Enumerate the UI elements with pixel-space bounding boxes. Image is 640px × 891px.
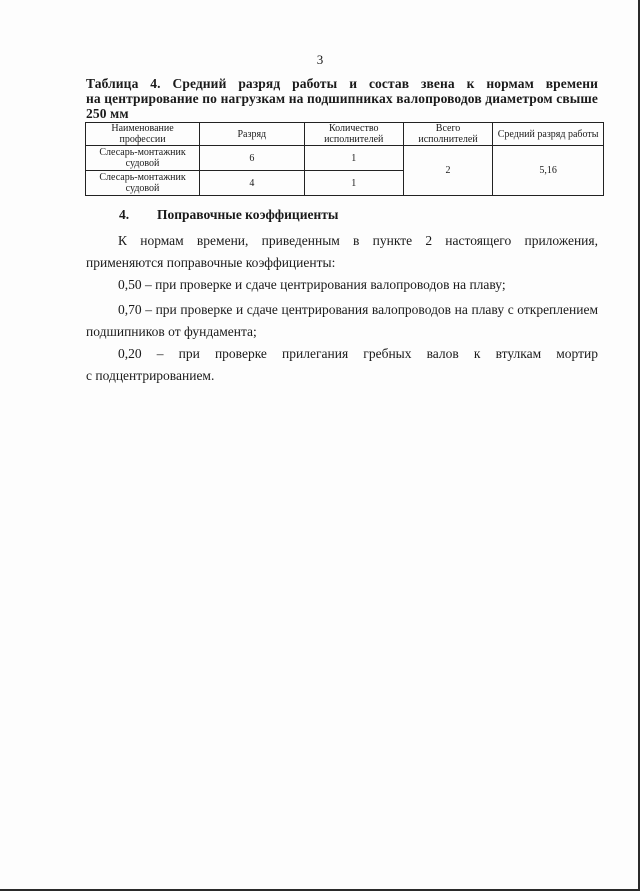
header-rank: Разряд [200, 123, 305, 146]
cell-rank: 6 [200, 146, 305, 171]
section-number: 4. [119, 207, 130, 222]
table-title-line-3: 250 мм [86, 106, 129, 121]
header-profession: Наименование профессии [86, 123, 200, 146]
paragraph-coefficient-3-line-1: 0,20 – при проверке прилегания гребных валов к втулкам мортир [118, 346, 598, 361]
page-number: 3 [316, 52, 324, 67]
cell-count: 1 [304, 171, 403, 196]
cell-average: 5,16 [493, 146, 604, 196]
paragraph-coefficient-1: 0,50 – при проверке и сдаче центрирования валопроводов на плаву; [118, 277, 506, 292]
paragraph-coefficient-3-line-2: с подцентрированием. [86, 368, 215, 383]
cell-rank: 4 [200, 171, 305, 196]
paragraph-intro: К нормам времени, приведенным в пункте 2 настоящего приложения, применяются поправочные коэффициенты: [86, 233, 598, 270]
table-title [86, 76, 598, 121]
table-header-row [86, 123, 604, 146]
paragraph-coefficient-2: 0,70 – при проверке и сдаче центрирования валопроводов на плаву с откреплением подшипников от фундамента; [86, 302, 598, 339]
cell-profession: Слесарь-монтажник судовой [86, 146, 200, 171]
paragraph-coefficient-3 [86, 343, 598, 387]
header-count: Количество исполнителей [304, 123, 403, 146]
table-row [86, 146, 604, 171]
cell-count: 1 [304, 146, 403, 171]
table-title-line-1: Таблица 4. Средний разряд работы и состав звена к нормам времени [86, 76, 598, 91]
cell-total: 2 [403, 146, 492, 196]
section-heading [119, 207, 338, 223]
header-total: Всего исполнителей [403, 123, 492, 146]
header-average: Средний разряд работы [493, 123, 604, 146]
norms-table [85, 122, 604, 196]
cell-profession: Слесарь-монтажник судовой [86, 171, 200, 196]
section-title: Поправочные коэффициенты [157, 207, 339, 222]
table-title-line-2: на центрирование по нагрузкам на подшипниках валопроводов диаметром свыше [86, 91, 598, 106]
